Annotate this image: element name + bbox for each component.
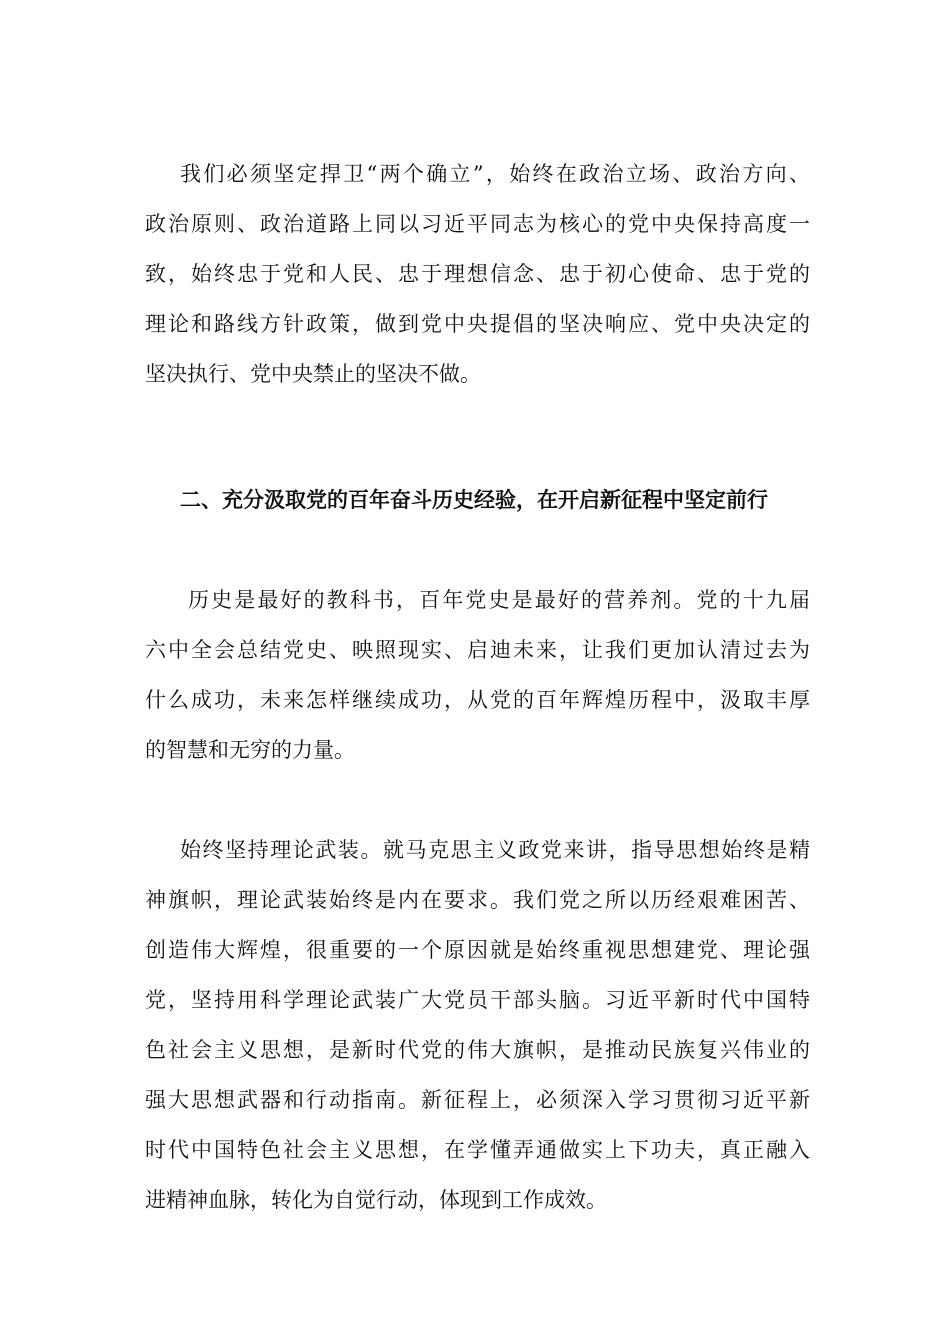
paragraph-line: 神旗帜，理论武装始终是内在要求。我们党之所以历经艰难困苦、 [145, 888, 810, 912]
paragraph-line: 进精神血脉，转化为自觉行动，体现到工作成效。 [145, 1188, 607, 1212]
paragraph-line: 理论和路线方针政策，做到党中央提倡的坚决响应、党中央决定的 [145, 312, 810, 336]
paragraph-line: 政治原则、政治道路上同以习近平同志为核心的党中央保持高度一 [145, 212, 810, 236]
paragraph-line: 我们必须坚定捍卫“两个确立”，始终在政治立场、政治方向、 [180, 162, 810, 186]
section-heading: 二、充分汲取党的百年奋斗历史经验，在开启新征程中坚定前行 [180, 487, 768, 512]
paragraph-line: 时代中国特色社会主义思想，在学懂弄通做实上下功夫，真正融入 [145, 1138, 810, 1162]
paragraph-line: 历史是最好的教科书，百年党史是最好的营养剂。党的十九届 [188, 588, 810, 612]
paragraph-line: 始终坚持理论武装。就马克思主义政党来讲，指导思想始终是精 [180, 838, 810, 862]
paragraph-line: 的智慧和无穷的力量。 [145, 738, 355, 762]
paragraph-line: 党，坚持用科学理论武装广大党员干部头脑。习近平新时代中国特 [145, 988, 810, 1012]
paragraph-line: 坚决执行、党中央禁止的坚决不做。 [145, 362, 481, 386]
paragraph-line: 什么成功，未来怎样继续成功，从党的百年辉煌历程中，汲取丰厚 [145, 688, 810, 712]
paragraph-line: 创造伟大辉煌，很重要的一个原因就是始终重视思想建党、理论强 [145, 938, 810, 962]
paragraph-line: 致，始终忠于党和人民、忠于理想信念、忠于初心使命、忠于党的 [145, 262, 810, 286]
paragraph-line: 强大思想武器和行动指南。新征程上，必须深入学习贯彻习近平新 [145, 1088, 810, 1112]
paragraph-line: 六中全会总结党史、映照现实、启迪未来，让我们更加认清过去为 [145, 638, 810, 662]
paragraph-line: 色社会主义思想，是新时代党的伟大旗帜，是推动民族复兴伟业的 [145, 1038, 810, 1062]
